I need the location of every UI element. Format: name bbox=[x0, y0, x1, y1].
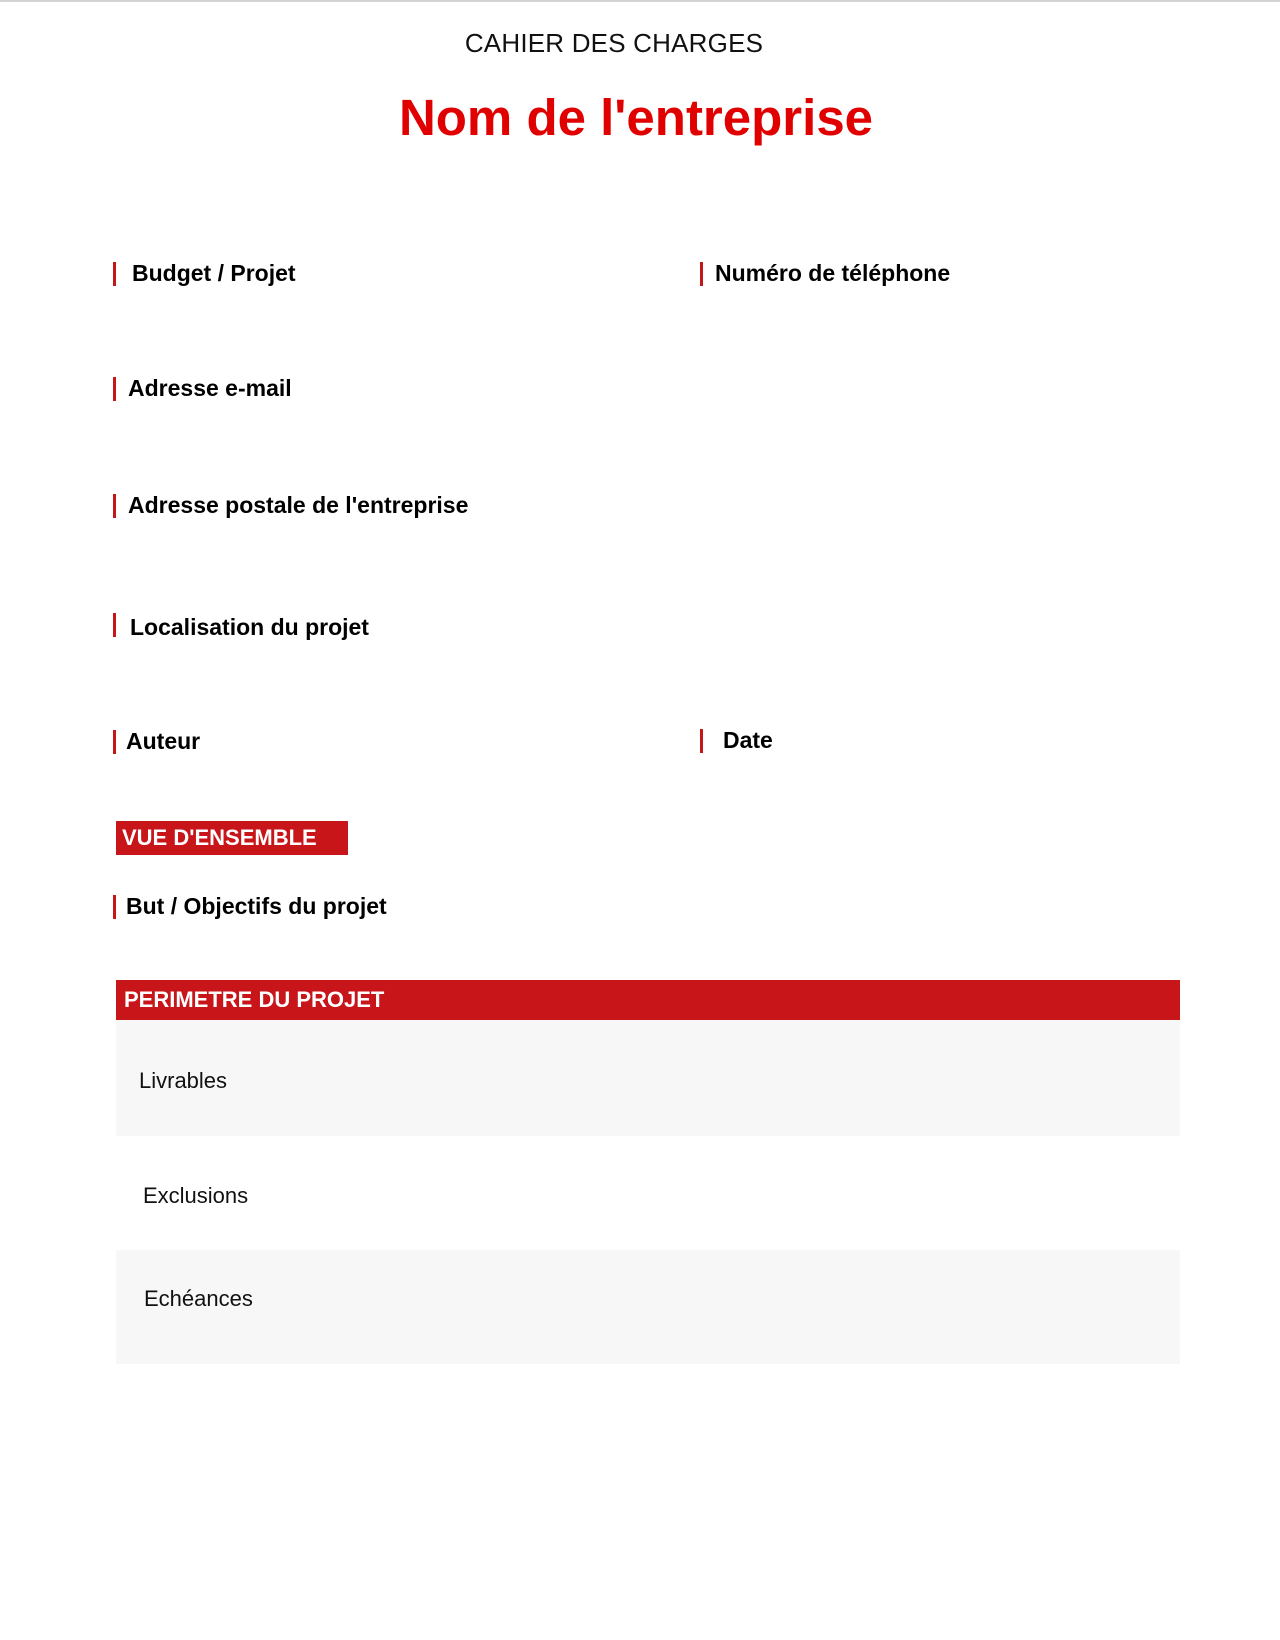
scope-row-label: Livrables bbox=[139, 1068, 228, 1093]
field-author bbox=[113, 728, 200, 755]
scope-row-deadlines bbox=[116, 1250, 1180, 1364]
field-goals-label: But / Objectifs du projet bbox=[126, 893, 387, 919]
field-phone bbox=[700, 260, 950, 287]
accent-bar bbox=[113, 262, 116, 286]
accent-bar bbox=[700, 262, 703, 286]
field-location-label: Localisation du projet bbox=[130, 614, 369, 640]
scope-row-exclusions bbox=[116, 1136, 1180, 1250]
accent-bar bbox=[113, 613, 116, 637]
field-goals bbox=[113, 893, 387, 920]
accent-bar bbox=[113, 730, 116, 754]
top-divider bbox=[0, 0, 1280, 2]
scope-row-label: Echéances bbox=[144, 1286, 253, 1311]
document-type: CAHIER DES CHARGES bbox=[464, 28, 764, 58]
scope-row-deliverables bbox=[116, 1020, 1180, 1136]
field-email bbox=[113, 375, 292, 402]
field-postal-address-label: Adresse postale de l'entreprise bbox=[128, 492, 469, 518]
scope-section-header: PERIMETRE DU PROJET bbox=[116, 980, 1180, 1020]
accent-bar bbox=[700, 729, 703, 753]
accent-bar bbox=[113, 895, 116, 919]
field-budget bbox=[113, 260, 296, 287]
company-name-title: Nom de l'entreprise bbox=[398, 89, 874, 146]
field-phone-label: Numéro de téléphone bbox=[715, 260, 951, 286]
field-email-label: Adresse e-mail bbox=[128, 375, 292, 401]
scope-row-label: Exclusions bbox=[143, 1183, 249, 1208]
field-location bbox=[113, 608, 369, 641]
field-budget-label: Budget / Projet bbox=[132, 260, 296, 286]
accent-bar bbox=[113, 494, 116, 518]
field-date-label: Date bbox=[723, 727, 773, 753]
overview-section-header: VUE D'ENSEMBLE bbox=[116, 821, 348, 855]
accent-bar bbox=[113, 377, 116, 401]
field-author-label: Auteur bbox=[126, 728, 201, 754]
field-postal-address bbox=[113, 492, 468, 519]
field-date bbox=[700, 727, 773, 754]
